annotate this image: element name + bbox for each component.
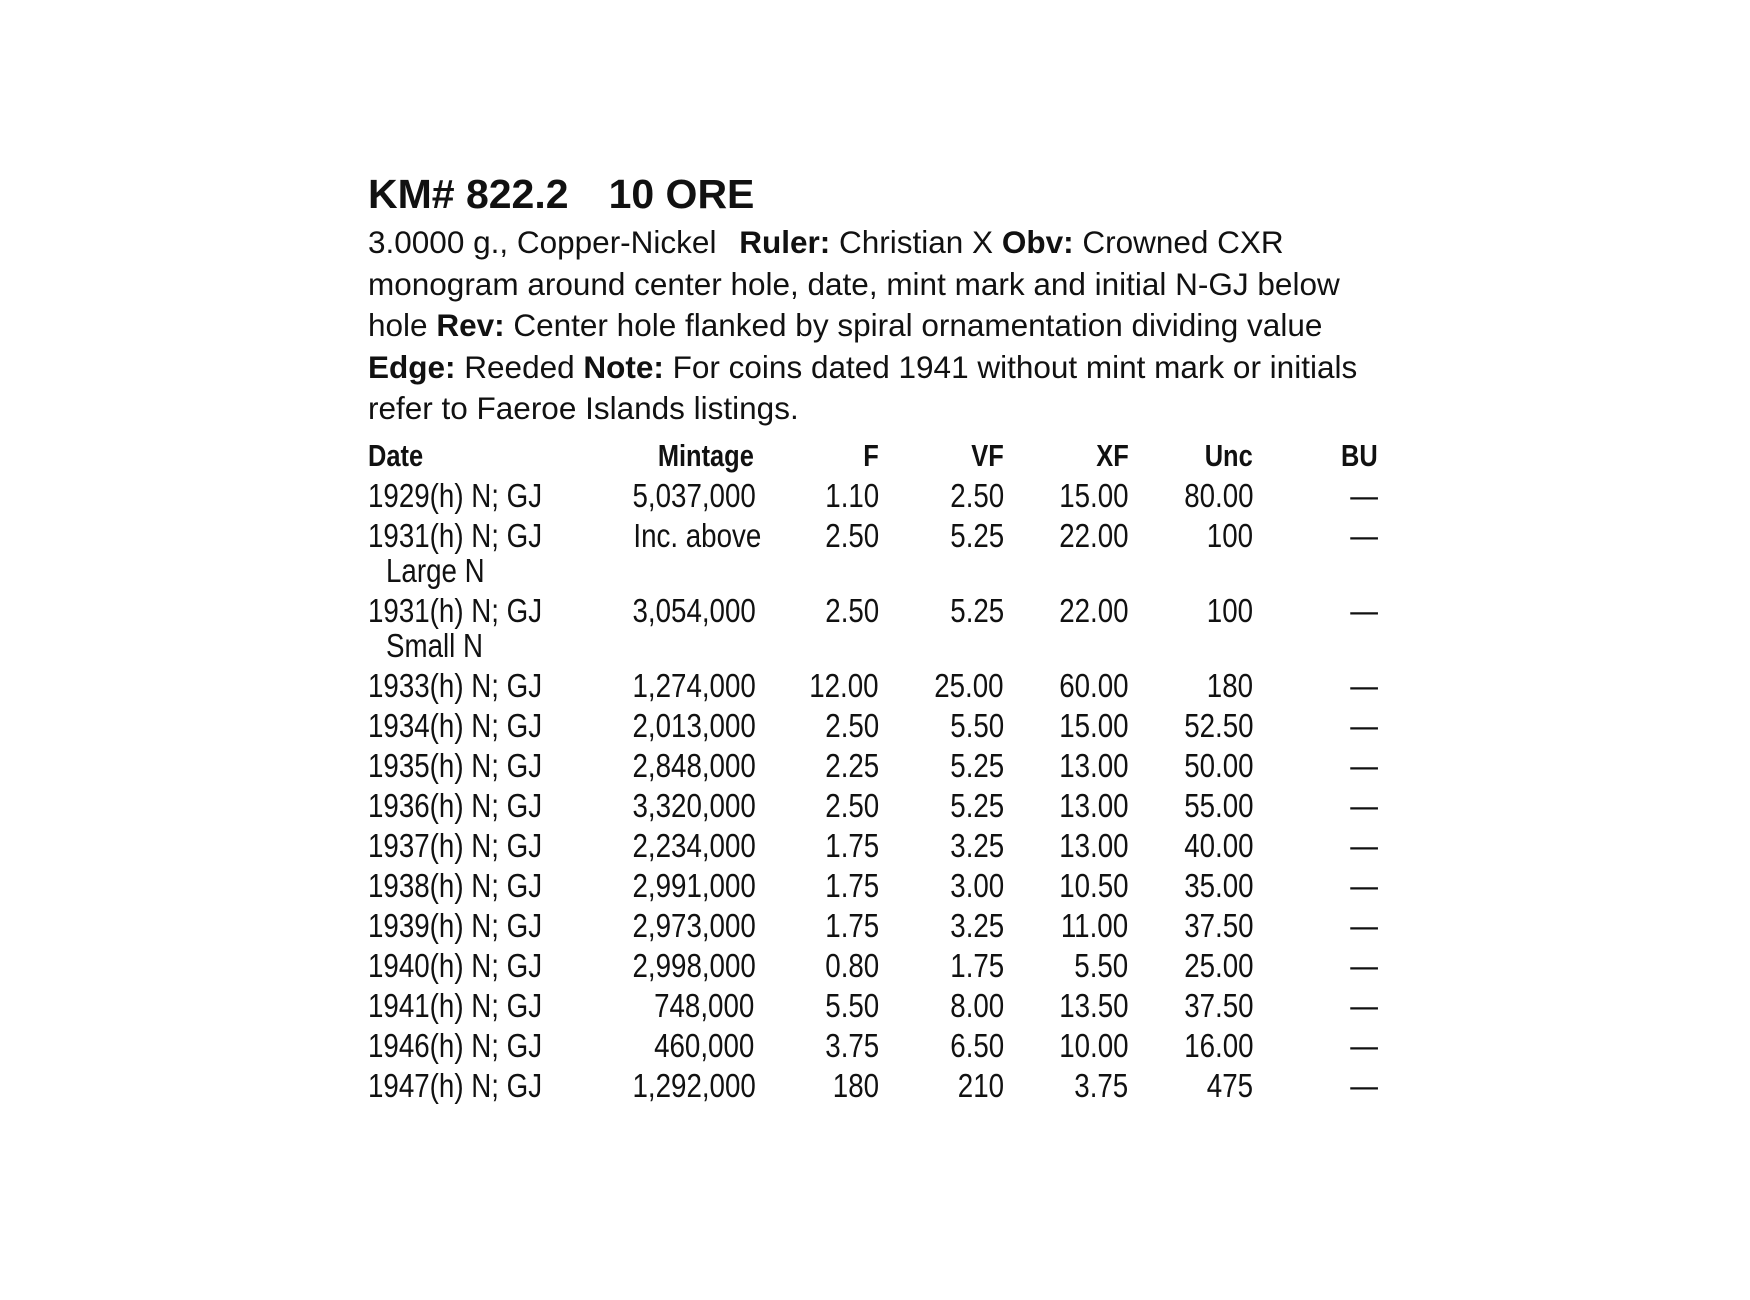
cell-mintage — [609, 786, 757, 826]
f-value: 180 — [832, 1066, 880, 1104]
cell-f — [754, 986, 879, 1026]
cell-f — [754, 1026, 879, 1066]
table-body — [368, 476, 1378, 1106]
xf-value: 13.00 — [1059, 746, 1129, 784]
date-text: 1937(h) N; GJ — [368, 826, 543, 864]
cell-date — [368, 746, 609, 786]
bu-value: — — [1350, 476, 1378, 514]
date-text: 1931(h) N; GJ — [368, 591, 543, 629]
f-value: 1.75 — [825, 906, 880, 944]
vf-value: 5.25 — [949, 786, 1004, 824]
f-value: 1.75 — [825, 826, 880, 864]
unc-value: 475 — [1206, 1066, 1254, 1104]
reverse-label: Rev: — [436, 307, 505, 343]
cell-unc — [1128, 826, 1253, 866]
cell-xf — [1004, 826, 1129, 866]
table-row — [368, 866, 1378, 906]
cell-vf — [879, 1066, 1004, 1106]
date-text: 1934(h) N; GJ — [368, 706, 543, 744]
cell-unc — [1128, 946, 1253, 986]
bu-value: — — [1350, 946, 1378, 984]
date-text: 1935(h) N; GJ — [368, 746, 543, 784]
mintage-price-table — [368, 436, 1378, 1106]
reverse-value: Center hole flanked by spiral ornamentation dividing value — [513, 307, 1323, 343]
f-value: 3.75 — [825, 1026, 880, 1064]
mintage-value: 460,000 — [654, 1026, 755, 1064]
cell-date — [368, 866, 609, 906]
header-date: Date — [368, 437, 424, 473]
cell-mintage — [609, 666, 757, 706]
cell-date — [368, 706, 609, 746]
cell-bu — [1253, 986, 1378, 1026]
vf-value: 5.50 — [949, 706, 1004, 744]
f-value: 2.50 — [825, 591, 880, 629]
vf-value: 25.00 — [934, 666, 1004, 704]
f-value: 0.80 — [825, 946, 880, 984]
cell-f — [754, 826, 879, 866]
unc-value: 16.00 — [1183, 1026, 1254, 1064]
cell-vf — [879, 706, 1004, 746]
cell-f — [754, 476, 879, 516]
cell-bu — [1253, 1026, 1378, 1066]
table-row — [368, 986, 1378, 1026]
mintage-value: 5,037,000 — [632, 476, 757, 514]
cell-bu — [1253, 666, 1378, 706]
table-row — [368, 906, 1378, 946]
cell-mintage — [609, 866, 757, 906]
variety-text: Small N — [386, 626, 484, 664]
cell-date — [368, 1026, 609, 1066]
cell-f — [754, 1066, 879, 1106]
date-text: 1947(h) N; GJ — [368, 1066, 543, 1104]
cell-date — [368, 786, 609, 826]
cell-mintage — [609, 516, 762, 591]
vf-value: 3.25 — [949, 826, 1004, 864]
date-text: 1933(h) N; GJ — [368, 666, 543, 704]
cell-bu — [1253, 906, 1378, 946]
xf-value: 15.00 — [1059, 476, 1129, 514]
unc-value: 37.50 — [1183, 906, 1254, 944]
cell-vf — [879, 476, 1004, 516]
bu-value: — — [1350, 516, 1378, 554]
cell-vf — [879, 666, 1004, 706]
bu-value: — — [1350, 986, 1378, 1024]
unc-value: 37.50 — [1183, 986, 1254, 1024]
unc-value: 80.00 — [1183, 476, 1254, 514]
unc-value: 100 — [1206, 591, 1254, 629]
vf-value: 210 — [957, 1066, 1004, 1104]
cell-vf — [879, 786, 1004, 826]
cell-xf — [1004, 746, 1129, 786]
bu-value: — — [1350, 906, 1378, 944]
xf-value: 13.00 — [1059, 826, 1129, 864]
cell-unc — [1128, 476, 1253, 516]
cell-f — [754, 946, 879, 986]
mintage-value: 2,848,000 — [632, 746, 757, 784]
bu-value: — — [1350, 591, 1378, 629]
unc-value: 40.00 — [1183, 826, 1254, 864]
cell-bu — [1253, 706, 1378, 746]
ruler-label: Ruler: — [739, 224, 831, 260]
xf-value: 3.75 — [1074, 1066, 1129, 1104]
header-unc: Unc — [1205, 437, 1254, 473]
cell-date — [368, 591, 609, 666]
table-row — [368, 476, 1378, 516]
cell-xf — [1004, 476, 1129, 516]
cell-unc — [1128, 516, 1253, 591]
obverse-label: Obv: — [1001, 224, 1074, 260]
cell-unc — [1128, 706, 1253, 746]
unc-value: 180 — [1206, 666, 1254, 704]
f-value: 12.00 — [809, 666, 880, 704]
date-text: 1939(h) N; GJ — [368, 906, 543, 944]
cell-mintage — [609, 746, 757, 786]
xf-value: 10.50 — [1059, 866, 1129, 904]
mintage-value: 748,000 — [654, 986, 755, 1024]
mintage-value: 1,292,000 — [632, 1066, 757, 1104]
cell-xf — [1004, 986, 1129, 1026]
table-row — [368, 706, 1378, 746]
vf-value: 1.75 — [949, 946, 1004, 984]
cell-bu — [1253, 866, 1378, 906]
header-f: F — [863, 437, 880, 473]
vf-value: 5.25 — [949, 516, 1004, 554]
cell-xf — [1004, 591, 1129, 666]
f-value: 2.50 — [825, 786, 880, 824]
xf-value: 60.00 — [1059, 666, 1129, 704]
cell-unc — [1128, 866, 1253, 906]
vf-value: 5.25 — [949, 746, 1004, 784]
cell-f — [754, 906, 879, 946]
xf-value: 13.50 — [1059, 986, 1129, 1024]
vf-value: 6.50 — [949, 1026, 1004, 1064]
cell-bu — [1253, 786, 1378, 826]
cell-bu — [1253, 1066, 1378, 1106]
f-value: 2.50 — [825, 516, 880, 554]
date-text: 1940(h) N; GJ — [368, 946, 543, 984]
table-row — [368, 786, 1378, 826]
cell-bu — [1253, 591, 1378, 666]
table-row — [368, 826, 1378, 866]
cell-xf — [1004, 666, 1129, 706]
bu-value: — — [1350, 786, 1378, 824]
unc-value: 35.00 — [1183, 866, 1254, 904]
obverse-value: Crowned CXR monogram around center hole, date, mint mark and initial N-GJ below hole — [368, 224, 1340, 343]
table-row — [368, 1066, 1378, 1106]
cell-f — [754, 866, 879, 906]
bu-value: — — [1350, 1066, 1378, 1104]
bu-value: — — [1350, 666, 1378, 704]
denomination: 10 ORE — [608, 171, 755, 217]
cell-date — [368, 906, 609, 946]
cell-mintage — [609, 706, 757, 746]
entry-title — [368, 168, 1378, 220]
cell-date — [368, 986, 609, 1026]
entry-description — [368, 222, 1378, 430]
cell-mintage — [609, 1026, 754, 1066]
cell-mintage — [609, 476, 757, 516]
unc-value: 55.00 — [1183, 786, 1254, 824]
cell-unc — [1128, 746, 1253, 786]
cell-unc — [1128, 906, 1253, 946]
cell-vf — [879, 591, 1004, 666]
xf-value: 22.00 — [1059, 591, 1129, 629]
date-text: 1938(h) N; GJ — [368, 866, 543, 904]
cell-f — [754, 516, 879, 591]
cell-unc — [1128, 786, 1253, 826]
table-row — [368, 1026, 1378, 1066]
edge-value: Reeded — [464, 348, 575, 385]
f-value: 2.25 — [825, 746, 880, 784]
header-mintage: Mintage — [658, 437, 755, 473]
cell-vf — [879, 1026, 1004, 1066]
vf-value: 8.00 — [949, 986, 1004, 1024]
bu-value: — — [1350, 746, 1378, 784]
note-label: Note: — [583, 348, 664, 385]
mintage-value: 1,274,000 — [632, 666, 757, 704]
table-header-row — [368, 436, 1378, 476]
cell-date — [368, 946, 609, 986]
bu-value: — — [1350, 826, 1378, 864]
xf-value: 10.00 — [1059, 1026, 1129, 1064]
unc-value: 50.00 — [1183, 746, 1254, 784]
ruler-value: Christian X — [839, 224, 994, 260]
mintage-value: 2,973,000 — [632, 906, 757, 944]
cell-unc — [1128, 1066, 1253, 1106]
cell-f — [754, 591, 879, 666]
date-text: 1931(h) N; GJ — [368, 516, 543, 554]
cell-xf — [1004, 786, 1129, 826]
cell-xf — [1004, 706, 1129, 746]
cell-unc — [1128, 666, 1253, 706]
edge-label: Edge: — [368, 348, 456, 385]
vf-value: 3.25 — [949, 906, 1004, 944]
unc-value: 100 — [1206, 516, 1254, 554]
cell-mintage — [609, 946, 757, 986]
table-row — [368, 591, 1378, 666]
catalog-entry — [368, 168, 1378, 1106]
cell-date — [368, 516, 609, 591]
mintage-value: 2,013,000 — [632, 706, 757, 744]
cell-mintage — [609, 906, 757, 946]
header-bu: BU — [1341, 437, 1378, 473]
xf-value: 22.00 — [1059, 516, 1129, 554]
cell-xf — [1004, 1066, 1129, 1106]
vf-value: 2.50 — [949, 476, 1004, 514]
cell-mintage — [609, 986, 754, 1026]
cell-f — [754, 786, 879, 826]
cell-vf — [879, 826, 1004, 866]
cell-date — [368, 826, 609, 866]
header-xf: XF — [1095, 437, 1129, 473]
table-row — [368, 746, 1378, 786]
cell-unc — [1128, 591, 1253, 666]
unc-value: 25.00 — [1183, 946, 1254, 984]
variety-text: Large N — [386, 551, 485, 589]
xf-value: 15.00 — [1059, 706, 1129, 744]
f-value: 1.10 — [825, 476, 880, 514]
cell-date — [368, 1066, 609, 1106]
mintage-value: 2,991,000 — [632, 866, 757, 904]
date-text: 1946(h) N; GJ — [368, 1026, 543, 1064]
cell-date — [368, 666, 609, 706]
cell-vf — [879, 906, 1004, 946]
date-text: 1936(h) N; GJ — [368, 786, 543, 824]
date-text: 1941(h) N; GJ — [368, 986, 543, 1024]
f-value: 2.50 — [825, 706, 880, 744]
cell-f — [754, 706, 879, 746]
cell-xf — [1004, 1026, 1129, 1066]
f-value: 5.50 — [825, 986, 880, 1024]
cell-vf — [879, 986, 1004, 1026]
cell-vf — [879, 866, 1004, 906]
vf-value: 3.00 — [949, 866, 1004, 904]
cell-xf — [1004, 906, 1129, 946]
cell-bu — [1253, 826, 1378, 866]
table-row — [368, 666, 1378, 706]
date-text: 1929(h) N; GJ — [368, 476, 543, 514]
cell-bu — [1253, 946, 1378, 986]
mintage-value: 2,998,000 — [632, 946, 757, 984]
cell-mintage — [609, 1066, 757, 1106]
cell-bu — [1253, 746, 1378, 786]
f-value: 1.75 — [825, 866, 880, 904]
cell-vf — [879, 946, 1004, 986]
mintage-value: Inc. above — [633, 516, 762, 554]
bu-value: — — [1350, 706, 1378, 744]
weight-metal: 3.0000 g., Copper-Nickel — [368, 224, 717, 260]
cell-vf — [879, 516, 1004, 591]
xf-value: 11.00 — [1061, 906, 1129, 944]
cell-f — [754, 666, 879, 706]
mintage-value: 3,320,000 — [632, 786, 757, 824]
vf-value: 5.25 — [949, 591, 1004, 629]
unc-value: 52.50 — [1183, 706, 1254, 744]
table-row — [368, 946, 1378, 986]
cell-xf — [1004, 866, 1129, 906]
cell-date — [368, 476, 609, 516]
cell-mintage — [609, 826, 757, 866]
bu-value: — — [1350, 1026, 1378, 1064]
cell-vf — [879, 746, 1004, 786]
cell-unc — [1128, 1026, 1253, 1066]
xf-value: 5.50 — [1074, 946, 1129, 984]
mintage-value: 3,054,000 — [632, 591, 757, 629]
cell-xf — [1004, 946, 1129, 986]
xf-value: 13.00 — [1059, 786, 1129, 824]
mintage-value: 2,234,000 — [632, 826, 757, 864]
cell-unc — [1128, 986, 1253, 1026]
note-value: For coins dated 1941 without mint mark or initials refer to Faeroe Islands listings. — [368, 348, 1358, 426]
table-row — [368, 516, 1378, 591]
cell-bu — [1253, 516, 1378, 591]
cell-bu — [1253, 476, 1378, 516]
header-vf: VF — [971, 437, 1004, 473]
cell-mintage — [609, 591, 757, 666]
cell-xf — [1004, 516, 1129, 591]
km-number: KM# 822.2 — [368, 171, 569, 217]
cell-f — [754, 746, 879, 786]
bu-value: — — [1350, 866, 1378, 904]
